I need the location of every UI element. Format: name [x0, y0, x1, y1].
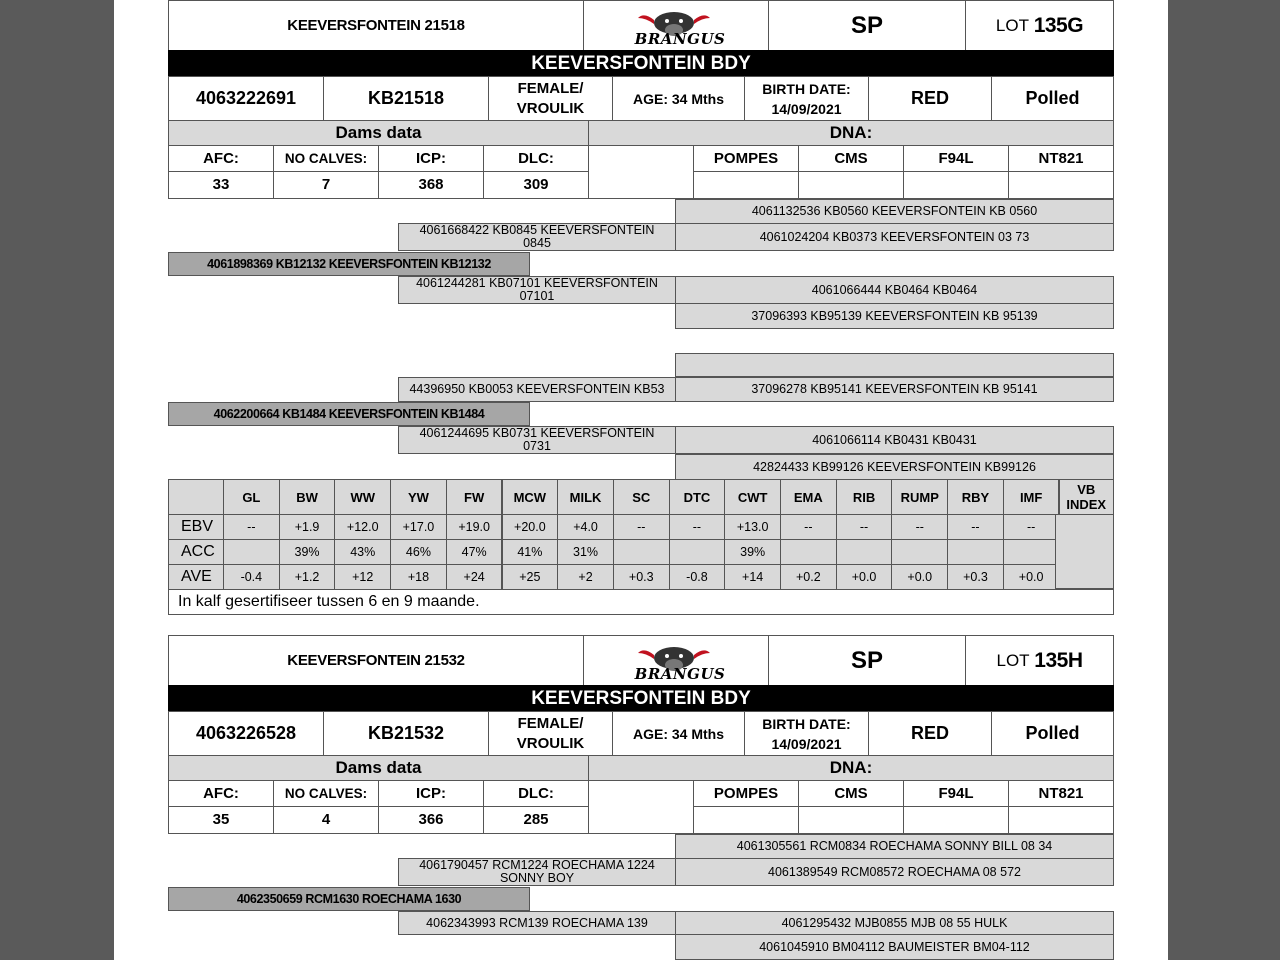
ebv-cell-acc-rby [947, 539, 1004, 565]
pedigree-sire-dam: 4062343993 RCM139 ROECHAMA 139 [398, 911, 676, 935]
dams-header-dlc: DLC: [483, 145, 589, 172]
brangus-logo [583, 635, 769, 686]
dams-value-dlc: 285 [483, 806, 589, 834]
age-label: AGE: 34 Mths [612, 711, 745, 756]
pedigree-sire: 4061898369 KB12132 KEEVERSFONTEIN KB12132 [168, 252, 530, 276]
dna-header-nt821: NT821 [1008, 780, 1114, 807]
birth-date-value: 14/09/2021 [771, 100, 842, 117]
lot-label [965, 635, 1114, 686]
ebv-cell-ave-rby: +0.3 [947, 564, 1004, 590]
dna-value-nt821 [1008, 806, 1114, 834]
ebv-cell-acc-ema [780, 539, 837, 565]
horn-status: Polled [991, 76, 1114, 121]
dams-data-heading: Dams data [168, 755, 589, 781]
ebv-cell-ebv-mcw: +20.0 [502, 514, 559, 540]
ebv-header-sc: SC [613, 479, 670, 515]
catalog-page [114, 0, 1168, 960]
ebv-cell-ave-fw: +24 [446, 564, 503, 590]
pedigree-sdd: 4061045910 BM04112 BAUMEISTER BM04-112 [675, 934, 1114, 960]
pedigree-sss: 4061305561 RCM0834 ROECHAMA SONNY BILL 08 34 [675, 834, 1114, 859]
ebv-header-vb-index: VB INDEX [1059, 479, 1115, 515]
ebv-header-bw: BW [279, 479, 336, 515]
dna-header-f94l: F94L [903, 780, 1009, 807]
dams-data-heading: Dams data [168, 120, 589, 146]
ebv-cell-ebv-rib: -- [836, 514, 893, 540]
bull-head-icon [616, 6, 736, 46]
animal-code: KB21518 [323, 76, 489, 121]
vb-index-value [1055, 514, 1114, 589]
ebv-cell-acc-mcw: 41% [502, 539, 559, 565]
dna-value-pompes [693, 171, 799, 199]
ebv-cell-acc-rump [891, 539, 948, 565]
birth-date [744, 711, 869, 756]
ebv-row-label-acc: ACC [168, 539, 224, 565]
pedigree-sds: 4061295432 MJB0855 MJB 08 55 HULK [675, 911, 1114, 935]
ebv-cell-ebv-milk: +4.0 [557, 514, 614, 540]
ebv-cell-acc-sc [613, 539, 670, 565]
lot-prefix: LOT [995, 15, 1029, 35]
ebv-cell-ave-gl: -0.4 [223, 564, 280, 590]
dna-heading: DNA: [588, 120, 1114, 146]
ebv-header-yw: YW [390, 479, 447, 515]
dna-header-cms: CMS [798, 145, 904, 172]
dams-value-afc: 33 [168, 171, 274, 199]
dams-header-icp: ICP: [378, 145, 484, 172]
dams-header-calves: NO CALVES: [273, 780, 379, 807]
grade-label: SP [768, 0, 966, 51]
pedigree-sire-sire: 4061668422 KB0845 KEEVERSFONTEIN 0845 [398, 223, 676, 251]
dna-value-cms [798, 806, 904, 834]
ebv-cell-ebv-fw: +19.0 [446, 514, 503, 540]
pedigree-sire-dam: 4061244281 KB07101 KEEVERSFONTEIN 07101 [398, 276, 676, 304]
grade-label: SP [768, 635, 966, 686]
birth-date-label: BIRTH DATE: [762, 715, 851, 732]
lot-card-135h [168, 635, 1114, 960]
dna-value-f94l [903, 171, 1009, 199]
ebv-cell-ave-mcw: +25 [502, 564, 559, 590]
ebv-cell-ave-dtc: -0.8 [669, 564, 726, 590]
dams-header-icp: ICP: [378, 780, 484, 807]
dna-header-pompes: POMPES [693, 780, 799, 807]
ebv-cell-ebv-rump: -- [891, 514, 948, 540]
ebv-cell-acc-cwt: 39% [724, 539, 781, 565]
pedigree-dam-sire: 44396950 KB0053 KEEVERSFONTEIN KB53 [398, 377, 676, 402]
ebv-header-milk: MILK [557, 479, 614, 515]
dna-header-cms: CMS [798, 780, 904, 807]
ebv-cell-acc-fw: 47% [446, 539, 503, 565]
ebv-table [168, 479, 1114, 589]
ebv-cell-acc-rib [836, 539, 893, 565]
ebv-cell-ebv-dtc: -- [669, 514, 726, 540]
dna-blank-cell [588, 780, 694, 834]
colour-label: RED [868, 76, 992, 121]
animal-name: KEEVERSFONTEIN 21518 [168, 0, 584, 51]
brangus-logo [583, 0, 769, 51]
dams-header-dlc: DLC: [483, 780, 589, 807]
pedigree-ddd: 42824433 KB99126 KEEVERSFONTEIN KB99126 [675, 454, 1114, 480]
dna-header-f94l: F94L [903, 145, 1009, 172]
lot-card-135g [168, 0, 1114, 615]
dna-header-pompes: POMPES [693, 145, 799, 172]
birth-date-label: BIRTH DATE: [762, 80, 851, 97]
ebv-cell-acc-milk: 31% [557, 539, 614, 565]
footnote: In kalf gesertifiseer tussen 6 en 9 maande. [168, 589, 1114, 615]
ebv-cell-ave-ww: +12 [334, 564, 391, 590]
ebv-cell-acc-imf [1003, 539, 1060, 565]
ebv-cell-ave-cwt: +14 [724, 564, 781, 590]
pedigree-dss [675, 353, 1114, 377]
pedigree-sire-sire: 4061790457 RCM1224 ROECHAMA 1224 SONNY BOY [398, 858, 676, 886]
ebv-cell-ave-milk: +2 [557, 564, 614, 590]
ebv-cell-ebv-gl: -- [223, 514, 280, 540]
lot-prefix: LOT [996, 650, 1030, 670]
birth-date [744, 76, 869, 121]
ebv-cell-ebv-yw: +17.0 [390, 514, 447, 540]
ebv-corner-cell [168, 479, 224, 515]
ebv-cell-ave-sc: +0.3 [613, 564, 670, 590]
ebv-header-rby: RBY [947, 479, 1004, 515]
dna-blank-cell [588, 145, 694, 199]
dna-header-nt821: NT821 [1008, 145, 1114, 172]
pedigree-sire: 4062350659 RCM1630 ROECHAMA 1630 [168, 887, 530, 911]
dams-value-dlc: 309 [483, 171, 589, 199]
ebv-cell-acc-gl [223, 539, 280, 565]
animal-code: KB21532 [323, 711, 489, 756]
lot-label [965, 0, 1114, 51]
ebv-cell-ave-ema: +0.2 [780, 564, 837, 590]
ebv-header-ema: EMA [780, 479, 837, 515]
ebv-cell-ave-imf: +0.0 [1003, 564, 1060, 590]
ebv-header-imf: IMF [1003, 479, 1060, 515]
pedigree-sds: 4061066444 KB0464 KB0464 [675, 276, 1114, 304]
dams-header-calves: NO CALVES: [273, 145, 379, 172]
dams-value-calves: 7 [273, 171, 379, 199]
colour-label: RED [868, 711, 992, 756]
dams-header-afc: AFC: [168, 145, 274, 172]
ebv-row-label-ebv: EBV [168, 514, 224, 540]
brand-wordmark: BRANGUS [634, 29, 726, 46]
dna-value-f94l [903, 806, 1009, 834]
ebv-cell-ave-rump: +0.0 [891, 564, 948, 590]
dna-heading: DNA: [588, 755, 1114, 781]
dams-value-calves: 4 [273, 806, 379, 834]
birth-date-value: 14/09/2021 [771, 735, 842, 752]
ebv-cell-ebv-ww: +12.0 [334, 514, 391, 540]
pedigree-dds: 4061066114 KB0431 KB0431 [675, 426, 1114, 454]
ebv-cell-ebv-sc: -- [613, 514, 670, 540]
lot-number: 135H [1034, 648, 1083, 672]
pedigree-dam-dam: 4061244695 KB0731 KEEVERSFONTEIN 0731 [398, 426, 676, 454]
ebv-header-rump: RUMP [891, 479, 948, 515]
ebv-cell-acc-dtc [669, 539, 726, 565]
ebv-header-rib: RIB [836, 479, 893, 515]
dams-header-afc: AFC: [168, 780, 274, 807]
dams-value-icp: 368 [378, 171, 484, 199]
ebv-cell-acc-bw: 39% [279, 539, 336, 565]
pedigree-sdd: 37096393 KB95139 KEEVERSFONTEIN KB 95139 [675, 303, 1114, 329]
ebv-header-mcw: MCW [502, 479, 559, 515]
ebv-cell-ebv-imf: -- [1003, 514, 1060, 540]
dna-value-pompes [693, 806, 799, 834]
id-number: 4063222691 [168, 76, 324, 121]
age-label: AGE: 34 Mths [612, 76, 745, 121]
bull-head-icon [616, 641, 736, 681]
ebv-cell-acc-ww: 43% [334, 539, 391, 565]
ebv-cell-acc-yw: 46% [390, 539, 447, 565]
dna-value-cms [798, 171, 904, 199]
lot-number: 135G [1033, 13, 1084, 37]
pedigree-ssd: 4061024204 KB0373 KEEVERSFONTEIN 03 73 [675, 223, 1114, 251]
ebv-header-cwt: CWT [724, 479, 781, 515]
ebv-row-label-ave: AVE [168, 564, 224, 590]
dna-value-nt821 [1008, 171, 1114, 199]
ebv-header-gl: GL [223, 479, 280, 515]
horn-status: Polled [991, 711, 1114, 756]
dams-value-icp: 366 [378, 806, 484, 834]
sex-label: FEMALE/ VROULIK [488, 711, 613, 756]
ebv-header-fw: FW [446, 479, 503, 515]
ebv-cell-ave-rib: +0.0 [836, 564, 893, 590]
brand-wordmark: BRANGUS [634, 664, 726, 681]
sex-label: FEMALE/ VROULIK [488, 76, 613, 121]
ebv-cell-ebv-rby: -- [947, 514, 1004, 540]
pedigree-ssd: 4061389549 RCM08572 ROECHAMA 08 572 [675, 858, 1114, 886]
ebv-cell-ebv-cwt: +13.0 [724, 514, 781, 540]
animal-name: KEEVERSFONTEIN 21532 [168, 635, 584, 686]
ebv-header-dtc: DTC [669, 479, 726, 515]
id-number: 4063226528 [168, 711, 324, 756]
pedigree-sss: 4061132536 KB0560 KEEVERSFONTEIN KB 0560 [675, 199, 1114, 224]
ebv-cell-ebv-bw: +1.9 [279, 514, 336, 540]
ebv-header-ww: WW [334, 479, 391, 515]
breeder-name: KEEVERSFONTEIN BDY [168, 50, 1114, 77]
pedigree-dam: 4062200664 KB1484 KEEVERSFONTEIN KB1484 [168, 402, 530, 426]
ebv-cell-ave-bw: +1.2 [279, 564, 336, 590]
ebv-cell-ebv-ema: -- [780, 514, 837, 540]
ebv-cell-ave-yw: +18 [390, 564, 447, 590]
breeder-name: KEEVERSFONTEIN BDY [168, 685, 1114, 712]
pedigree-dsd: 37096278 KB95141 KEEVERSFONTEIN KB 95141 [675, 377, 1114, 402]
dams-value-afc: 35 [168, 806, 274, 834]
